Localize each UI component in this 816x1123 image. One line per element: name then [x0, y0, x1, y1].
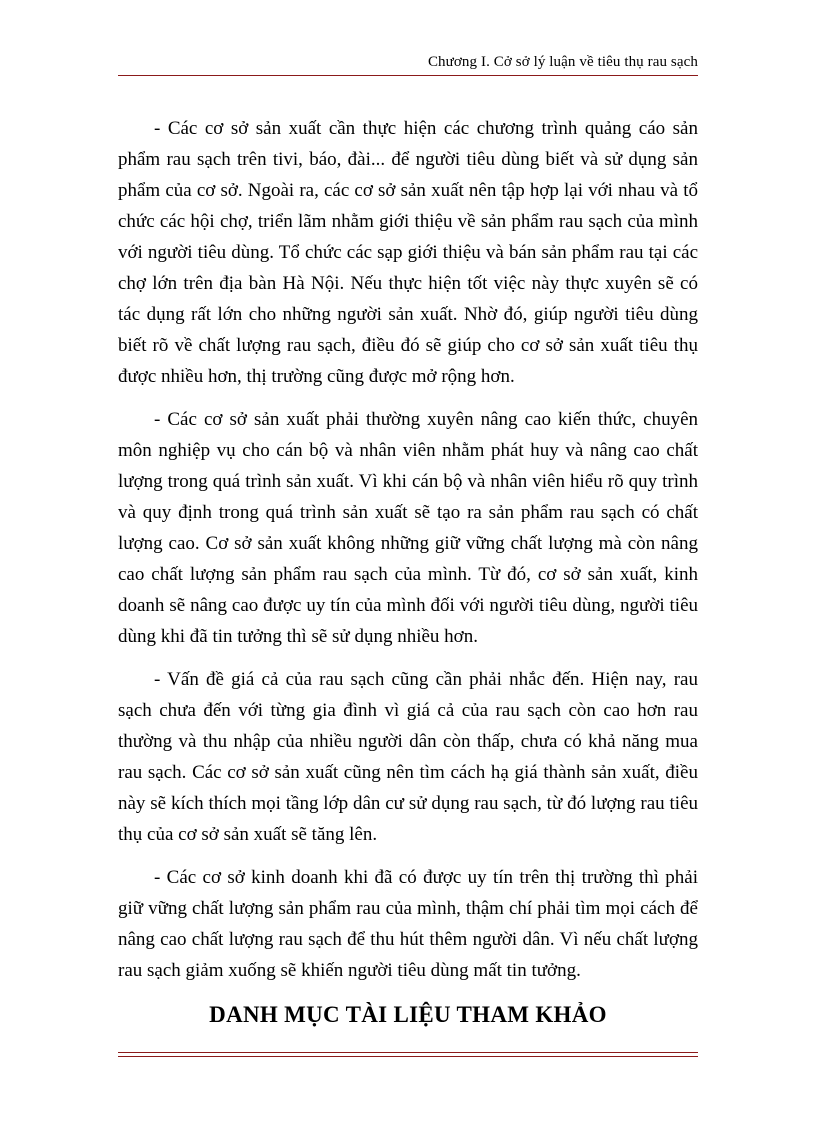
paragraph-staff-training: - Các cơ sở sản xuất phải thường xuyên nâng cao kiến thức, chuyên môn nghiệp vụ cho cán bộ và nhân viên nhằm phát huy và nâng cao chất lượng trong quá trình sản xuất. Vì khi cán bộ và nhân viên hiểu rõ quy trình và quy định trong quá trình sản xuất sẽ tạo ra sản phẩm rau sạch có chất lượng cao. Cơ sở sản xuất không những giữ vững chất lượng mà còn nâng cao chất lượng sản phẩm rau sạch của mình. Từ đó, cơ sở sản xuất, kinh doanh sẽ nâng cao được uy tín của mình đối với người tiêu dùng, người tiêu dùng khi đã tin tưởng thì sẽ sử dụng nhiều hơn.	[118, 409, 698, 647]
footer-divider	[118, 1052, 698, 1057]
running-header: Chương I. Cở sở lý luận về tiêu thụ rau sạch	[427, 54, 698, 70]
paragraph-pricing: - Vấn đề giá cả của rau sạch cũng cần phải nhắc đến. Hiện nay, rau sạch chưa đến với từng gia đình vì giá cả của rau sạch còn cao hơn rau thường và thu nhập của nhiều người dân còn thấp, chưa có khả năng mua rau sạch. Các cơ sở sản xuất cũng nên tìm cách hạ giá thành sản xuất, điều này sẽ kích thích mọi tầng lớp dân cư sử dụng rau sạch, từ đó lượng rau tiêu thụ của cơ sở sản xuất sẽ tăng lên.	[118, 669, 698, 845]
document-body	[118, 113, 698, 1032]
paragraph-advertising: - Các cơ sở sản xuất cần thực hiện các chương trình quảng cáo sản phẩm rau sạch trên tivi, báo, đài... để người tiêu dùng biết và sử dụng sản phẩm của cơ sở. Ngoài ra, các cơ sở sản xuất nên tập hợp lại với nhau và tổ chức các hội chợ, triển lãm nhằm giới thiệu về sản phẩm rau sạch của mình với người tiêu dùng. Tổ chức các sạp giới thiệu và bán sản phẩm rau tại các chợ lớn trên địa bàn Hà Nội. Nếu thực hiện tốt việc này thực xuyên sẽ có tác dụng rất lớn cho những người sản xuất. Nhờ đó, giúp người tiêu dùng biết rõ về chất lượng rau sạch, điều đó sẽ giúp cho cơ sở sản xuất tiêu thụ được nhiều hơn, thị trường cũng được mở rộng hơn.	[118, 118, 698, 387]
references-heading: DANH MỤC TÀI LIỆU THAM KHẢO	[209, 1002, 607, 1027]
paragraph-quality-reputation: - Các cơ sở kinh doanh khi đã có được uy tín trên thị trường thì phải giữ vững chất lượng sản phẩm rau của mình, thậm chí phải tìm mọi cách để nâng cao chất lượng rau sạch để thu hút thêm người dân. Vì nếu chất lượng rau sạch giảm xuống sẽ khiến người tiêu dùng mất tin tưởng.	[118, 867, 698, 981]
header-divider	[118, 75, 698, 76]
